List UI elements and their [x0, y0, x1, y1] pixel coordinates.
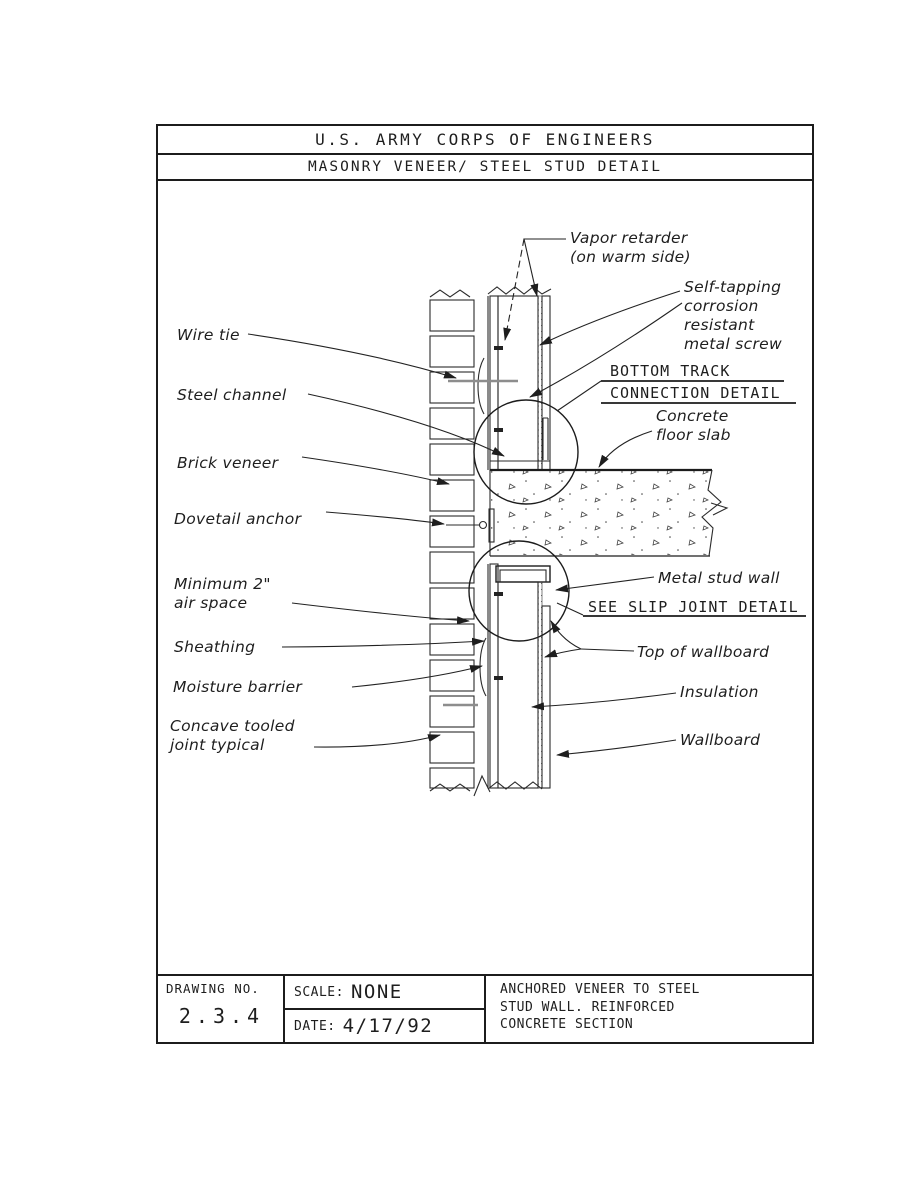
leader-screw-1 — [540, 291, 680, 345]
callout-bottom-track-line2: CONNECTION DETAIL — [610, 384, 781, 402]
vapor-retarder-strip-upper — [538, 296, 542, 470]
label-top-of-wallboard: Top of wallboard — [637, 643, 770, 661]
label-dovetail-anchor: Dovetail anchor — [174, 510, 302, 528]
leader-bottom-track-detail — [557, 381, 601, 411]
dovetail-anchor-head — [480, 522, 487, 529]
slab-break-pennant — [711, 503, 727, 515]
leader-slip-joint-detail — [557, 603, 583, 615]
label-moisture-barrier: Moisture barrier — [173, 678, 303, 696]
label-air-space-line1: Minimum 2" — [174, 575, 271, 593]
title-block-scale-date-cell — [285, 976, 486, 1042]
insulation-upper — [498, 296, 538, 470]
dovetail-anchor-assembly — [446, 509, 494, 542]
leader-sheathing — [282, 641, 484, 647]
drawing-no-label: DRAWING NO. — [166, 981, 260, 996]
leader-concave-joint — [314, 735, 440, 747]
label-vapor-retarder-line1: Vapor retarder — [570, 229, 688, 247]
label-brick-veneer: Brick veneer — [177, 454, 279, 472]
wall-section-diagram — [156, 176, 814, 978]
top-track-outer — [496, 566, 550, 582]
date-value: 4/17/92 — [342, 1015, 434, 1037]
label-metal-stud-wall: Metal stud wall — [658, 569, 780, 587]
description-line-3: CONCRETE SECTION — [500, 1017, 634, 1032]
leader-moisture-barrier — [352, 666, 482, 687]
leader-insulation — [532, 693, 676, 707]
description-line-2: STUD WALL. REINFORCED — [500, 999, 675, 1015]
label-concave-joint-line1: Concave tooled — [170, 717, 295, 735]
label-vapor-retarder-line2: (on warm side) — [570, 248, 691, 266]
screw-clip-3 — [494, 592, 503, 596]
stud-wall-lower — [474, 564, 550, 796]
leader-concrete-slab — [599, 431, 652, 467]
header-drawing-title: MASONRY VENEER/ STEEL STUD DETAIL — [158, 155, 812, 181]
label-concave-joint-line2: joint typical — [170, 736, 265, 754]
description-line-1: ANCHORED VENEER TO STEEL — [500, 982, 700, 997]
title-block-description-cell — [486, 976, 812, 1042]
leader-top-wallboard-stem — [581, 649, 634, 651]
stud-wall-upper — [488, 287, 551, 470]
label-screw-line4: metal screw — [684, 335, 782, 353]
label-concrete-slab-line1: Concrete — [656, 407, 729, 425]
label-sheathing: Sheathing — [174, 638, 256, 656]
concrete-floor-slab — [490, 470, 727, 556]
label-screw-line2: corrosion — [684, 297, 759, 315]
label-steel-channel: Steel channel — [177, 386, 287, 404]
scale-value: NONE — [350, 981, 403, 1003]
callout-see-slip-joint: SEE SLIP JOINT DETAIL — [588, 598, 799, 616]
leader-air-space — [292, 603, 469, 621]
title-block-drawing-no-cell — [158, 976, 285, 1042]
stud-top-break-mark — [488, 287, 551, 294]
callout-bottom-track-line1: BOTTOM TRACK — [610, 362, 731, 380]
label-wire-tie: Wire tie — [177, 326, 240, 344]
bottom-track-lip — [543, 418, 548, 460]
leader-vapor-retarder-dashed — [505, 239, 524, 340]
date-row — [285, 1010, 484, 1042]
scale-row — [285, 976, 484, 1010]
label-screw-line3: resistant — [684, 316, 755, 334]
label-wallboard: Wallboard — [680, 731, 761, 749]
insulation-lower — [498, 582, 538, 788]
brick-veneer-hatch — [430, 290, 474, 791]
leader-wire-tie — [248, 334, 456, 378]
screw-clip-4 — [494, 676, 503, 680]
leader-dovetail-anchor — [326, 512, 444, 524]
label-insulation: Insulation — [680, 683, 759, 701]
label-screw-line1: Self-tapping — [684, 278, 782, 296]
leader-wallboard — [557, 740, 676, 755]
steel-channel-lower — [480, 638, 486, 696]
scale-label: SCALE: — [294, 984, 344, 1000]
leader-brick-veneer — [302, 457, 449, 484]
steel-channels — [478, 358, 486, 696]
drawing-no-value: 2.3.4 — [178, 1004, 265, 1028]
brick-top-break-mark — [430, 290, 470, 297]
label-air-space-line2: air space — [174, 594, 248, 612]
label-concrete-slab-line2: floor slab — [656, 426, 731, 444]
date-label: DATE: — [294, 1018, 336, 1034]
steel-channel-upper — [478, 358, 484, 414]
title-block — [158, 974, 812, 1042]
screw-clip-1 — [494, 346, 503, 350]
sheathing-upper — [490, 296, 498, 470]
vapor-retarder-strip-lower — [538, 582, 542, 788]
header-organization: U.S. ARMY CORPS OF ENGINEERS — [158, 126, 812, 155]
leader-vapor-retarder — [524, 239, 566, 296]
leader-metal-stud-wall — [556, 577, 654, 590]
screw-clip-2 — [494, 428, 503, 432]
